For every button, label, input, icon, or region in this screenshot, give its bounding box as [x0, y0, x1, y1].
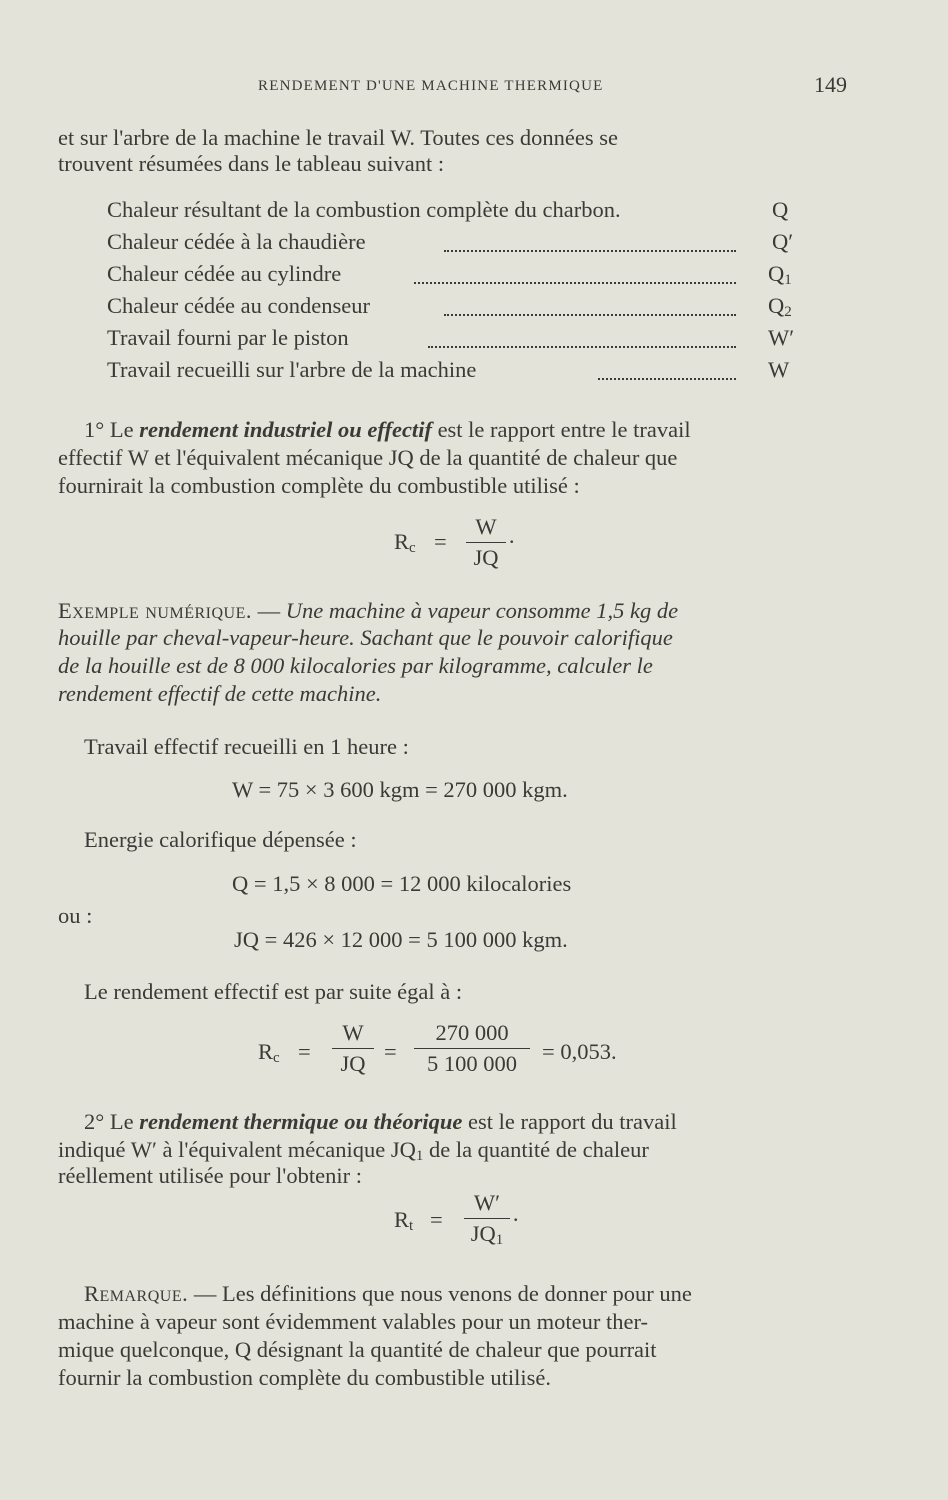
leader-dots: [444, 250, 736, 252]
section-2-line-1: 2° Le rendement thermique ou théorique est le rapport du travail: [84, 1109, 677, 1134]
travail-label: Travail effectif recueilli en 1 heure :: [84, 734, 409, 759]
table-row-label: Travail fourni par le piston: [107, 325, 349, 350]
formula-2-equals-2: =: [384, 1039, 397, 1064]
formula-2-equals: =: [298, 1039, 311, 1064]
fraction-w-over-jq: W JQ: [332, 1020, 374, 1077]
formula-1-lhs: $R_c$: [394, 529, 416, 556]
fraction-numeric: 270 000 5 100 000: [414, 1020, 530, 1077]
section-2-line-3: réellement utilisée pour l'obtenir :: [58, 1163, 362, 1188]
intro-line-2: trouvent résumées dans le tableau suivant :: [58, 151, 445, 176]
intro-line-1: et sur l'arbre de la machine le travail W. Toutes ces données se: [58, 125, 618, 150]
section-1-line-1: 1° Le rendement industriel ou effectif est le rapport entre le travail: [84, 417, 691, 442]
section-1-line-3: fournirait la combustion complète du combustible utilisé :: [58, 473, 580, 498]
remarque-line-1: Remarque. — Les définitions que nous venons de donner pour une: [84, 1281, 692, 1306]
table-row-symbol: W′: [768, 325, 795, 350]
ou-label: ou :: [58, 903, 93, 928]
equation-w: W = 75 × 3 600 kgm = 270 000 kgm.: [232, 777, 568, 802]
formula-3-equals: =: [430, 1207, 443, 1232]
rendement-label: Le rendement effectif est par suite égal à :: [84, 979, 463, 1004]
equation-q: Q = 1,5 × 8 000 = 12 000 kilocalories: [232, 871, 572, 896]
table-row-label: Travail recueilli sur l'arbre de la machine: [107, 357, 477, 382]
fraction-w-over-jq: W JQ: [466, 514, 506, 571]
remarque-label: Remarque.: [84, 1281, 189, 1306]
energie-label: Energie calorifique dépensée :: [84, 827, 357, 852]
formula-2-lhs: $R_c$: [258, 1039, 280, 1066]
running-header: RENDEMENT D'UNE MACHINE THERMIQUE: [258, 78, 604, 94]
page-number: 149: [814, 72, 847, 97]
example-line-4: rendement effectif de cette machine.: [58, 681, 382, 706]
formula-1-end: ·: [508, 529, 516, 554]
leader-dots: [444, 314, 736, 316]
leader-dots: [598, 378, 736, 380]
formula-3-lhs: $R_t$: [394, 1207, 414, 1234]
formula-2-result: = 0,053.: [542, 1039, 617, 1064]
formula-3-end: ·: [512, 1207, 520, 1232]
equation-jq: JQ = 426 × 12 000 = 5 100 000 kgm.: [234, 927, 568, 952]
section-1-line-2: effectif W et l'équivalent mécanique JQ de la quantité de chaleur que: [58, 445, 678, 470]
table-row-label: Chaleur résultant de la combustion complète du charbon.: [107, 197, 621, 222]
section-2-line-2: indiqué W′ à l'équivalent mécanique $JQ_1$ de la quantité de chaleur: [58, 1137, 649, 1164]
leader-dots: [428, 346, 736, 348]
example-line-3: de la houille est de 8 000 kilocalories par kilogramme, calculer le: [58, 653, 653, 678]
table-row-symbol: $Q_1$: [768, 261, 792, 288]
remarque-line-2: machine à vapeur sont évidemment valables pour un moteur ther-: [58, 1309, 648, 1334]
term-rendement-thermique: rendement thermique ou théorique: [139, 1109, 463, 1134]
table-row-label: Chaleur cédée au cylindre: [107, 261, 342, 286]
formula-1-equals: =: [434, 529, 447, 554]
example-line-2: houille par cheval-vapeur-heure. Sachant que le pouvoir calorifique: [58, 625, 673, 650]
leader-dots: [414, 282, 736, 284]
example-label: Exemple numérique.: [58, 598, 252, 623]
table-row-symbol: W: [768, 357, 790, 382]
table-row-symbol: Q′: [772, 229, 794, 254]
fraction-w-prime-over-jq1: W′ $JQ_1$: [464, 1190, 510, 1253]
remarque-line-4: fournir la combustion complète du combustible utilisé.: [58, 1365, 552, 1390]
remarque-line-3: mique quelconque, Q désignant la quantité de chaleur que pourrait: [58, 1337, 657, 1362]
table-row-label: Chaleur cédée au condenseur: [107, 293, 370, 318]
table-row-symbol: Q: [772, 197, 789, 222]
table-row-label: Chaleur cédée à la chaudière: [107, 229, 366, 254]
table-row-symbol: $Q_2$: [768, 293, 792, 320]
example-line-1: Exemple numérique. — Une machine à vapeur consomme 1,5 kg de: [58, 598, 679, 623]
term-rendement-effectif: rendement industriel ou effectif: [139, 417, 432, 442]
